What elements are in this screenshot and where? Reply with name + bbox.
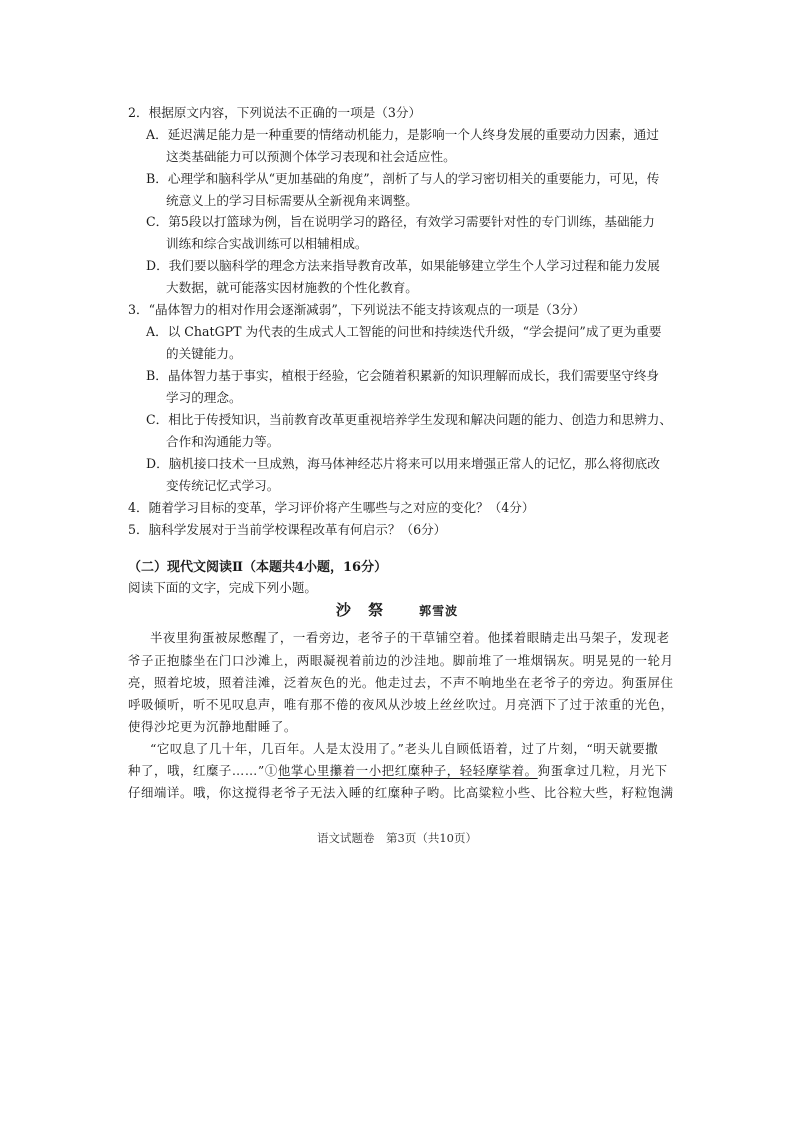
question-3-option-d-line2: 变传统记忆式学习。	[166, 478, 280, 493]
question-3-option-c-line2: 合作和沟通能力等。	[166, 434, 280, 449]
story-p1-line4: 呼吸倾听，听不见叹息声，唯有那不倦的夜风从沙坡上丝丝吹过。月亮洒下了过于浓重的光色，	[128, 697, 674, 712]
story-p2-line1: “它叹息了几十年，几百年。人是太没用了。”老头儿自顾低语着，过了片刻，“明天就要撒	[150, 741, 659, 756]
story-author: 郭雪波	[419, 604, 459, 618]
question-3-option-a-line1: A．以 ChatGPT 为代表的生成式人工智能的问世和持续迭代升级，“学会提问”成了更为重要	[146, 324, 662, 339]
story-p2-line2-end: 狗蛋拿过几粒，月光下	[537, 763, 668, 778]
question-2-option-d-line1: D．我们要以脑科学的理念方法来指导教育改革，如果能够建立学生个人学习过程和能力发展	[146, 258, 660, 273]
story-title: 沙 祭	[335, 601, 390, 619]
question-2-option-a-line2: 这类基础能力可以预测个体学习表现和社会适应性。	[166, 149, 456, 164]
question-2-option-b-line2: 统意义上的学习目标需要从全新视角来调整。	[166, 193, 418, 208]
story-p2-line2	[128, 763, 668, 779]
page-footer: 语文试题卷 第3页（共10页）	[317, 831, 477, 845]
question-3-option-b-line2: 学习的理念。	[166, 390, 242, 405]
underlined-sentence-1: 他掌心里攥着一小把红糜种子，轻轻摩挲着。	[277, 763, 538, 778]
section-2-instruction: 阅读下面的文字，完成下列小题。	[128, 580, 317, 595]
question-2-option-b-line1: B．心理学和脑科学从“更加基础的角度”，剖析了与人的学习密切相关的重要能力，可见，传	[146, 171, 660, 186]
story-p1-line5: 使得沙坨更为沉静地酣睡了。	[128, 719, 297, 734]
story-p2-line3: 仔细端详。哦，你这搅得老爷子无法入睡的红糜种子哟。比高粱粒小些、比谷粒大些，籽粒饱满	[128, 785, 674, 800]
question-3-option-b-line1: B．晶体智力基于事实，植根于经验，它会随着积累新的知识理解而成长，我们需要坚守终身	[146, 368, 660, 383]
question-5: 5．脑科学发展对于当前学校课程改革有何启示？（6分）	[128, 522, 447, 537]
question-2-option-c-line1: C．第5段以打篮球为例，旨在说明学习的路径，有效学习需要针对性的专门训练，基础能力	[146, 214, 655, 229]
story-p1-line2: 爷子正抱膝坐在门口沙滩上，两眼凝视着前边的沙洼地。脚前堆了一堆烟锅灰。明晃晃的一轮月	[128, 653, 674, 668]
story-p2-line2-start: 种了，哦，红糜子……”①	[128, 763, 278, 778]
question-3-stem: 3．“晶体智力的相对作用会逐渐减弱”，下列说法不能支持该观点的一项是（3分）	[128, 302, 586, 317]
question-4: 4．随着学习目标的变革，学习评价将产生哪些与之对应的变化？（4分）	[128, 500, 535, 515]
story-title-line	[0, 602, 794, 619]
question-3-option-d-line1: D．脑机接口技术一旦成熟，海马体神经芯片将来可以用来增强正常人的记忆，那么将彻底改	[146, 456, 660, 471]
question-2-option-c-line2: 训练和综合实战训练可以相辅相成。	[166, 236, 368, 251]
story-p1-line3: 亮，照着坨坡，照着洼滩，泛着灰色的光。他走过去，不声不响地坐在老爷子的旁边。狗蛋屏住	[128, 675, 674, 690]
question-3-option-a-line2: 的关键能力。	[166, 346, 242, 361]
question-2-option-a-line1: A．延迟满足能力是一种重要的情绪动机能力，是影响一个人终身发展的重要动力因素，通过	[146, 127, 659, 142]
story-p1-line1: 半夜里狗蛋被尿憋醒了，一看旁边，老爷子的干草铺空着。他揉着眼睛走出马架子，发现老	[150, 630, 670, 645]
section-2-heading: （二）现代文阅读Ⅱ（本题共4小题，16分）	[128, 560, 388, 575]
question-2-stem: 2．根据原文内容，下列说法不正确的一项是（3分）	[128, 105, 422, 120]
question-3-option-c-line1: C．相比于传授知识，当前教育改革更重视培养学生发现和解决问题的能力、创造力和思辨力、	[146, 412, 672, 427]
question-2-option-d-line2: 大数据，就可能落实因材施教的个性化教育。	[166, 280, 418, 295]
